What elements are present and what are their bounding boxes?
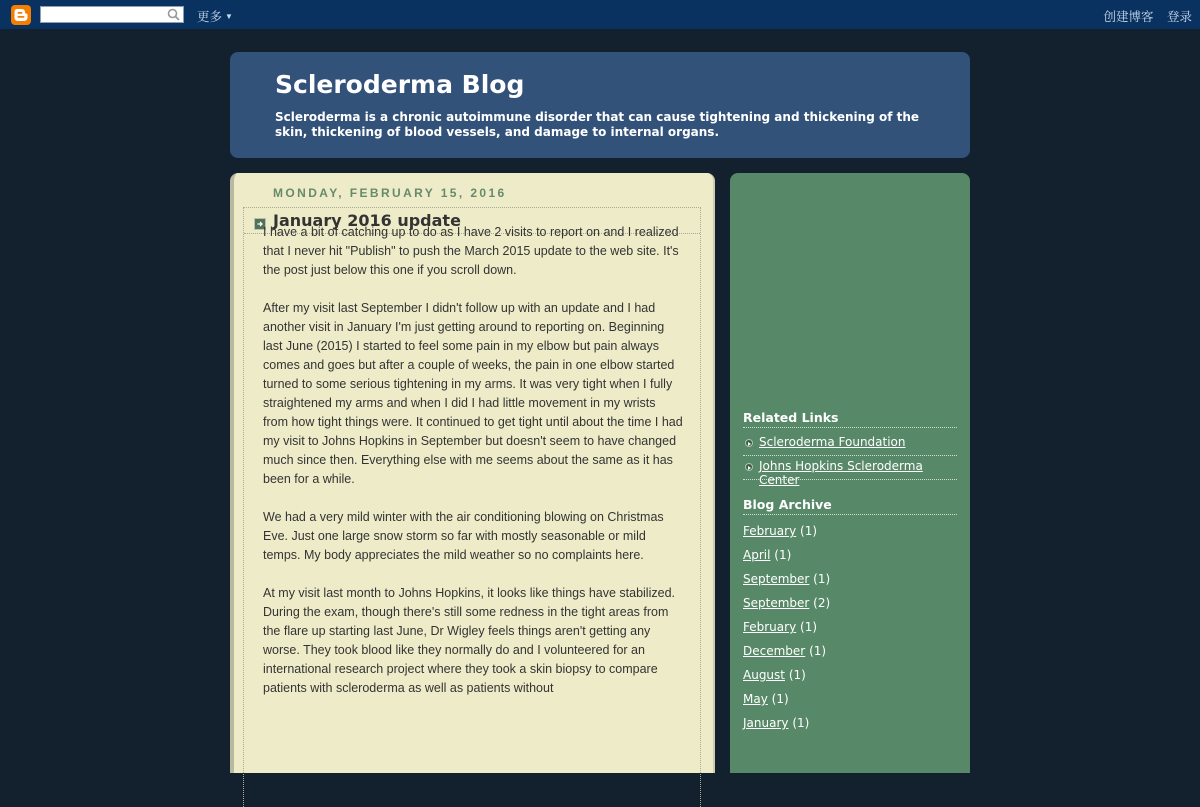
sidebar — [730, 173, 970, 773]
main-column — [230, 173, 715, 773]
archive-count: (1) — [774, 548, 792, 562]
blogger-navbar — [0, 0, 1200, 29]
archive-month-link[interactable]: December — [743, 644, 806, 658]
archive-count: (1) — [800, 524, 818, 538]
search-input[interactable] — [41, 12, 161, 27]
archive-count: (1) — [809, 644, 827, 658]
post-body — [263, 223, 683, 717]
archive-month-link[interactable]: February — [743, 524, 797, 538]
blog-header — [230, 52, 970, 158]
caret-down-icon: ▼ — [225, 12, 233, 21]
archive-month-link[interactable]: September — [743, 572, 810, 586]
archive-month-link[interactable]: September — [743, 596, 810, 610]
archive-month-link[interactable]: August — [743, 668, 785, 682]
archive-item — [743, 641, 957, 665]
post-title[interactable]: January 2016 update — [273, 211, 461, 230]
archive-month-link[interactable]: May — [743, 692, 768, 706]
link-scleroderma-foundation[interactable]: Scleroderma Foundation — [759, 435, 906, 449]
post-paragraph: At my visit last month to Johns Hopkins, it looks like things have stabilized. During the exam, though there's still some redness in the tight areas from the flare up starting last June, Dr Wigley feels things aren't getting any worse. They took blood like they normally do and I volunteered for an international research project where they took a skin biopsy to compare patients with scleroderma as well as patients without — [263, 586, 675, 695]
archive-item — [743, 569, 957, 593]
related-link-item — [743, 456, 957, 487]
archive-item — [743, 713, 957, 737]
post-date: MONDAY, FEBRUARY 15, 2016 — [273, 186, 507, 200]
more-menu[interactable] — [197, 7, 233, 25]
blogger-logo-icon[interactable] — [11, 5, 31, 25]
archive-item — [743, 521, 957, 545]
archive-count: (1) — [800, 620, 818, 634]
archive-count: (1) — [771, 692, 789, 706]
search-box — [40, 6, 184, 23]
related-link-item — [743, 432, 957, 456]
post-paragraph: I have a bit of catching up to do as I have 2 visits to report on and I realized that I never hit "Publish" to push the March 2015 update to the web site. It's the post just below this one if you scroll down. — [263, 225, 679, 277]
more-label: 更多 — [197, 10, 223, 24]
post-paragraph: We had a very mild winter with the air conditioning blowing on Christmas Eve. Just one large snow storm so far with mostly seasonable or mild temps. My body appreciates the mild weather so no complaints here. — [263, 510, 664, 562]
archive-item — [743, 689, 957, 713]
related-links-heading: Related Links — [743, 410, 957, 428]
bullet-arrow-icon — [745, 439, 753, 447]
archive-month-link[interactable]: April — [743, 548, 771, 562]
archive-month-link[interactable]: February — [743, 620, 797, 634]
archive-count: (1) — [792, 716, 810, 730]
login-link[interactable]: 登录 — [1166, 10, 1192, 24]
blog-description: Scleroderma is a chronic autoimmune disorder that can cause tightening and thickening of the skin, thickening of blood vessels, and damage to internal organs. — [275, 110, 920, 139]
archive-item — [743, 617, 957, 641]
bullet-arrow-icon — [745, 463, 753, 471]
archive-item — [743, 665, 957, 689]
archive-item — [743, 545, 957, 569]
nav-actions — [1093, 7, 1192, 25]
blog-title[interactable]: Scleroderma Blog — [275, 70, 525, 99]
archive-count: (2) — [813, 596, 831, 610]
archive-list — [743, 521, 957, 737]
create-blog-link[interactable]: 创建博客 — [1103, 10, 1154, 24]
blog-archive-heading: Blog Archive — [743, 497, 957, 515]
post-paragraph: After my visit last September I didn't follow up with an update and I had another visit in January I'm just getting around to reporting on. Beginning last June (2015) I started to feel some pain in my elbow but pain always comes and goes but after a couple of weeks, the pain in one elbow started turned to some serious tightening in my arms. It was very tight when I fully straightened my arms and when I did I had little movement in my wrists from how tight things were. It continued to get tight until about the time I had my visit to Johns Hopkins in September but doesn't seem to have changed much since then. Everything else with me seems about the same as it has been for a while. — [263, 301, 683, 486]
archive-month-link[interactable]: January — [743, 716, 789, 730]
archive-item — [743, 593, 957, 617]
archive-count: (1) — [788, 668, 806, 682]
archive-count: (1) — [813, 572, 831, 586]
search-icon[interactable] — [167, 8, 180, 21]
link-johns-hopkins[interactable]: Johns Hopkins Scleroderma Center — [759, 459, 923, 487]
